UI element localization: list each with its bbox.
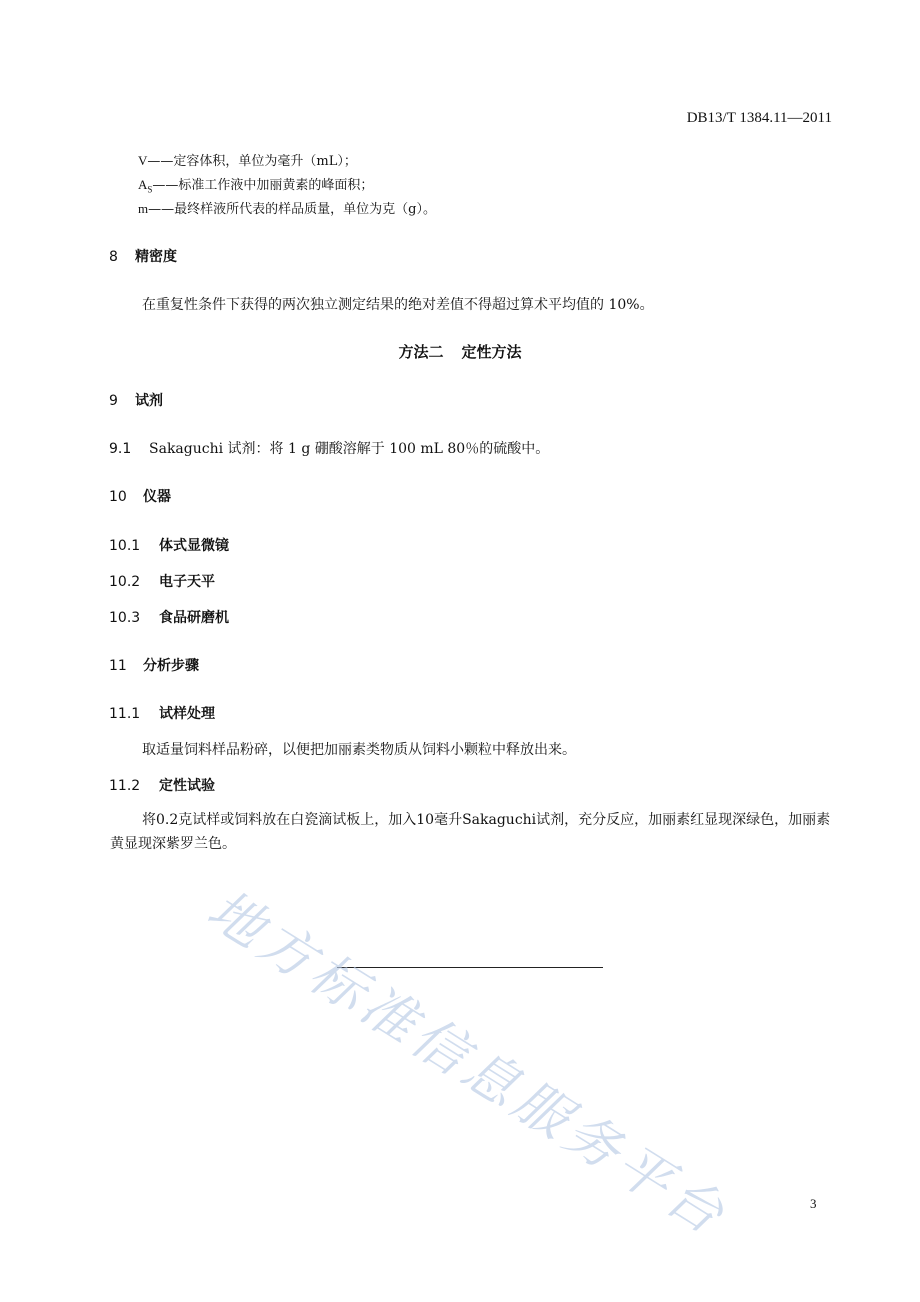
section-title: 精密度 xyxy=(135,249,177,265)
method-title xyxy=(0,341,920,362)
section-title: 食品研磨机 xyxy=(159,610,229,626)
section-heading-10-2 xyxy=(109,571,215,591)
method-name: 定性方法 xyxy=(461,343,522,361)
section-number: 10 xyxy=(109,489,127,505)
section-title: 电子天平 xyxy=(159,574,215,590)
section-number: 9 xyxy=(109,393,118,409)
section-heading-10-3 xyxy=(109,607,229,627)
section-number: 11.2 xyxy=(109,778,141,794)
section-title: 试样处理 xyxy=(159,706,215,722)
section-title: 体式显微镜 xyxy=(159,538,229,554)
variable-definition-v xyxy=(138,150,357,169)
section-title: 定性试验 xyxy=(159,778,215,794)
variable-definition-as xyxy=(138,174,373,195)
section-number: 8 xyxy=(109,249,118,265)
section-heading-11-1 xyxy=(109,703,215,723)
variable-desc: ——定容体积，单位为毫升（mL）； xyxy=(147,154,357,169)
section-number: 10.2 xyxy=(109,574,141,590)
section-number: 10.1 xyxy=(109,538,141,554)
section-heading-10 xyxy=(109,486,171,506)
section-heading-10-1 xyxy=(109,535,229,555)
section-heading-11 xyxy=(109,655,199,675)
variable-symbol: V xyxy=(138,153,148,168)
section-title: 仪器 xyxy=(143,489,171,505)
section-title: 试剂 xyxy=(135,393,163,409)
section-number: 11.1 xyxy=(109,706,141,722)
section-number: 9.1 xyxy=(109,441,132,457)
watermark: 地方标准信息服务平台 xyxy=(196,877,739,1249)
precision-paragraph: 在重复性条件下获得的两次独立测定结果的绝对差值不得超过算术平均值的 10%。 xyxy=(142,297,654,313)
method-number: 方法二 xyxy=(398,343,444,361)
reagent-text: Sakaguchi 试剂：将 1 g 硼酸溶解于 100 mL 80％的硫酸中。 xyxy=(149,441,550,457)
reagent-9-1 xyxy=(109,438,549,458)
variable-subscript: S xyxy=(147,184,153,195)
document-code: DB13/T 1384.11—2011 xyxy=(686,110,832,126)
section-heading-9 xyxy=(109,390,163,410)
section-heading-8 xyxy=(109,246,177,266)
variable-definition-m xyxy=(138,198,436,217)
variable-desc: ——标准工作液中加丽黄素的峰面积； xyxy=(152,178,374,193)
section-number: 10.3 xyxy=(109,610,141,626)
variable-symbol: A xyxy=(138,177,148,192)
sample-prep-paragraph: 取适量饲料样品粉碎，以便把加丽素类物质从饲料小颗粒中释放出来。 xyxy=(142,742,576,758)
variable-symbol: m xyxy=(138,201,149,216)
variable-desc: ——最终样液所代表的样品质量，单位为克（g）。 xyxy=(148,202,436,217)
qualitative-test-paragraph: 将0.2克试样或饲料放在白瓷滴试板上，加入10毫升Sakaguchi试剂，充分反应，加丽素红显现深绿色，加丽素黄显现深紫罗兰色。 xyxy=(110,812,831,852)
section-title: 分析步骤 xyxy=(143,658,199,674)
section-heading-11-2 xyxy=(109,775,215,795)
section-number: 11 xyxy=(109,658,127,674)
page-number: 3 xyxy=(810,1196,817,1211)
